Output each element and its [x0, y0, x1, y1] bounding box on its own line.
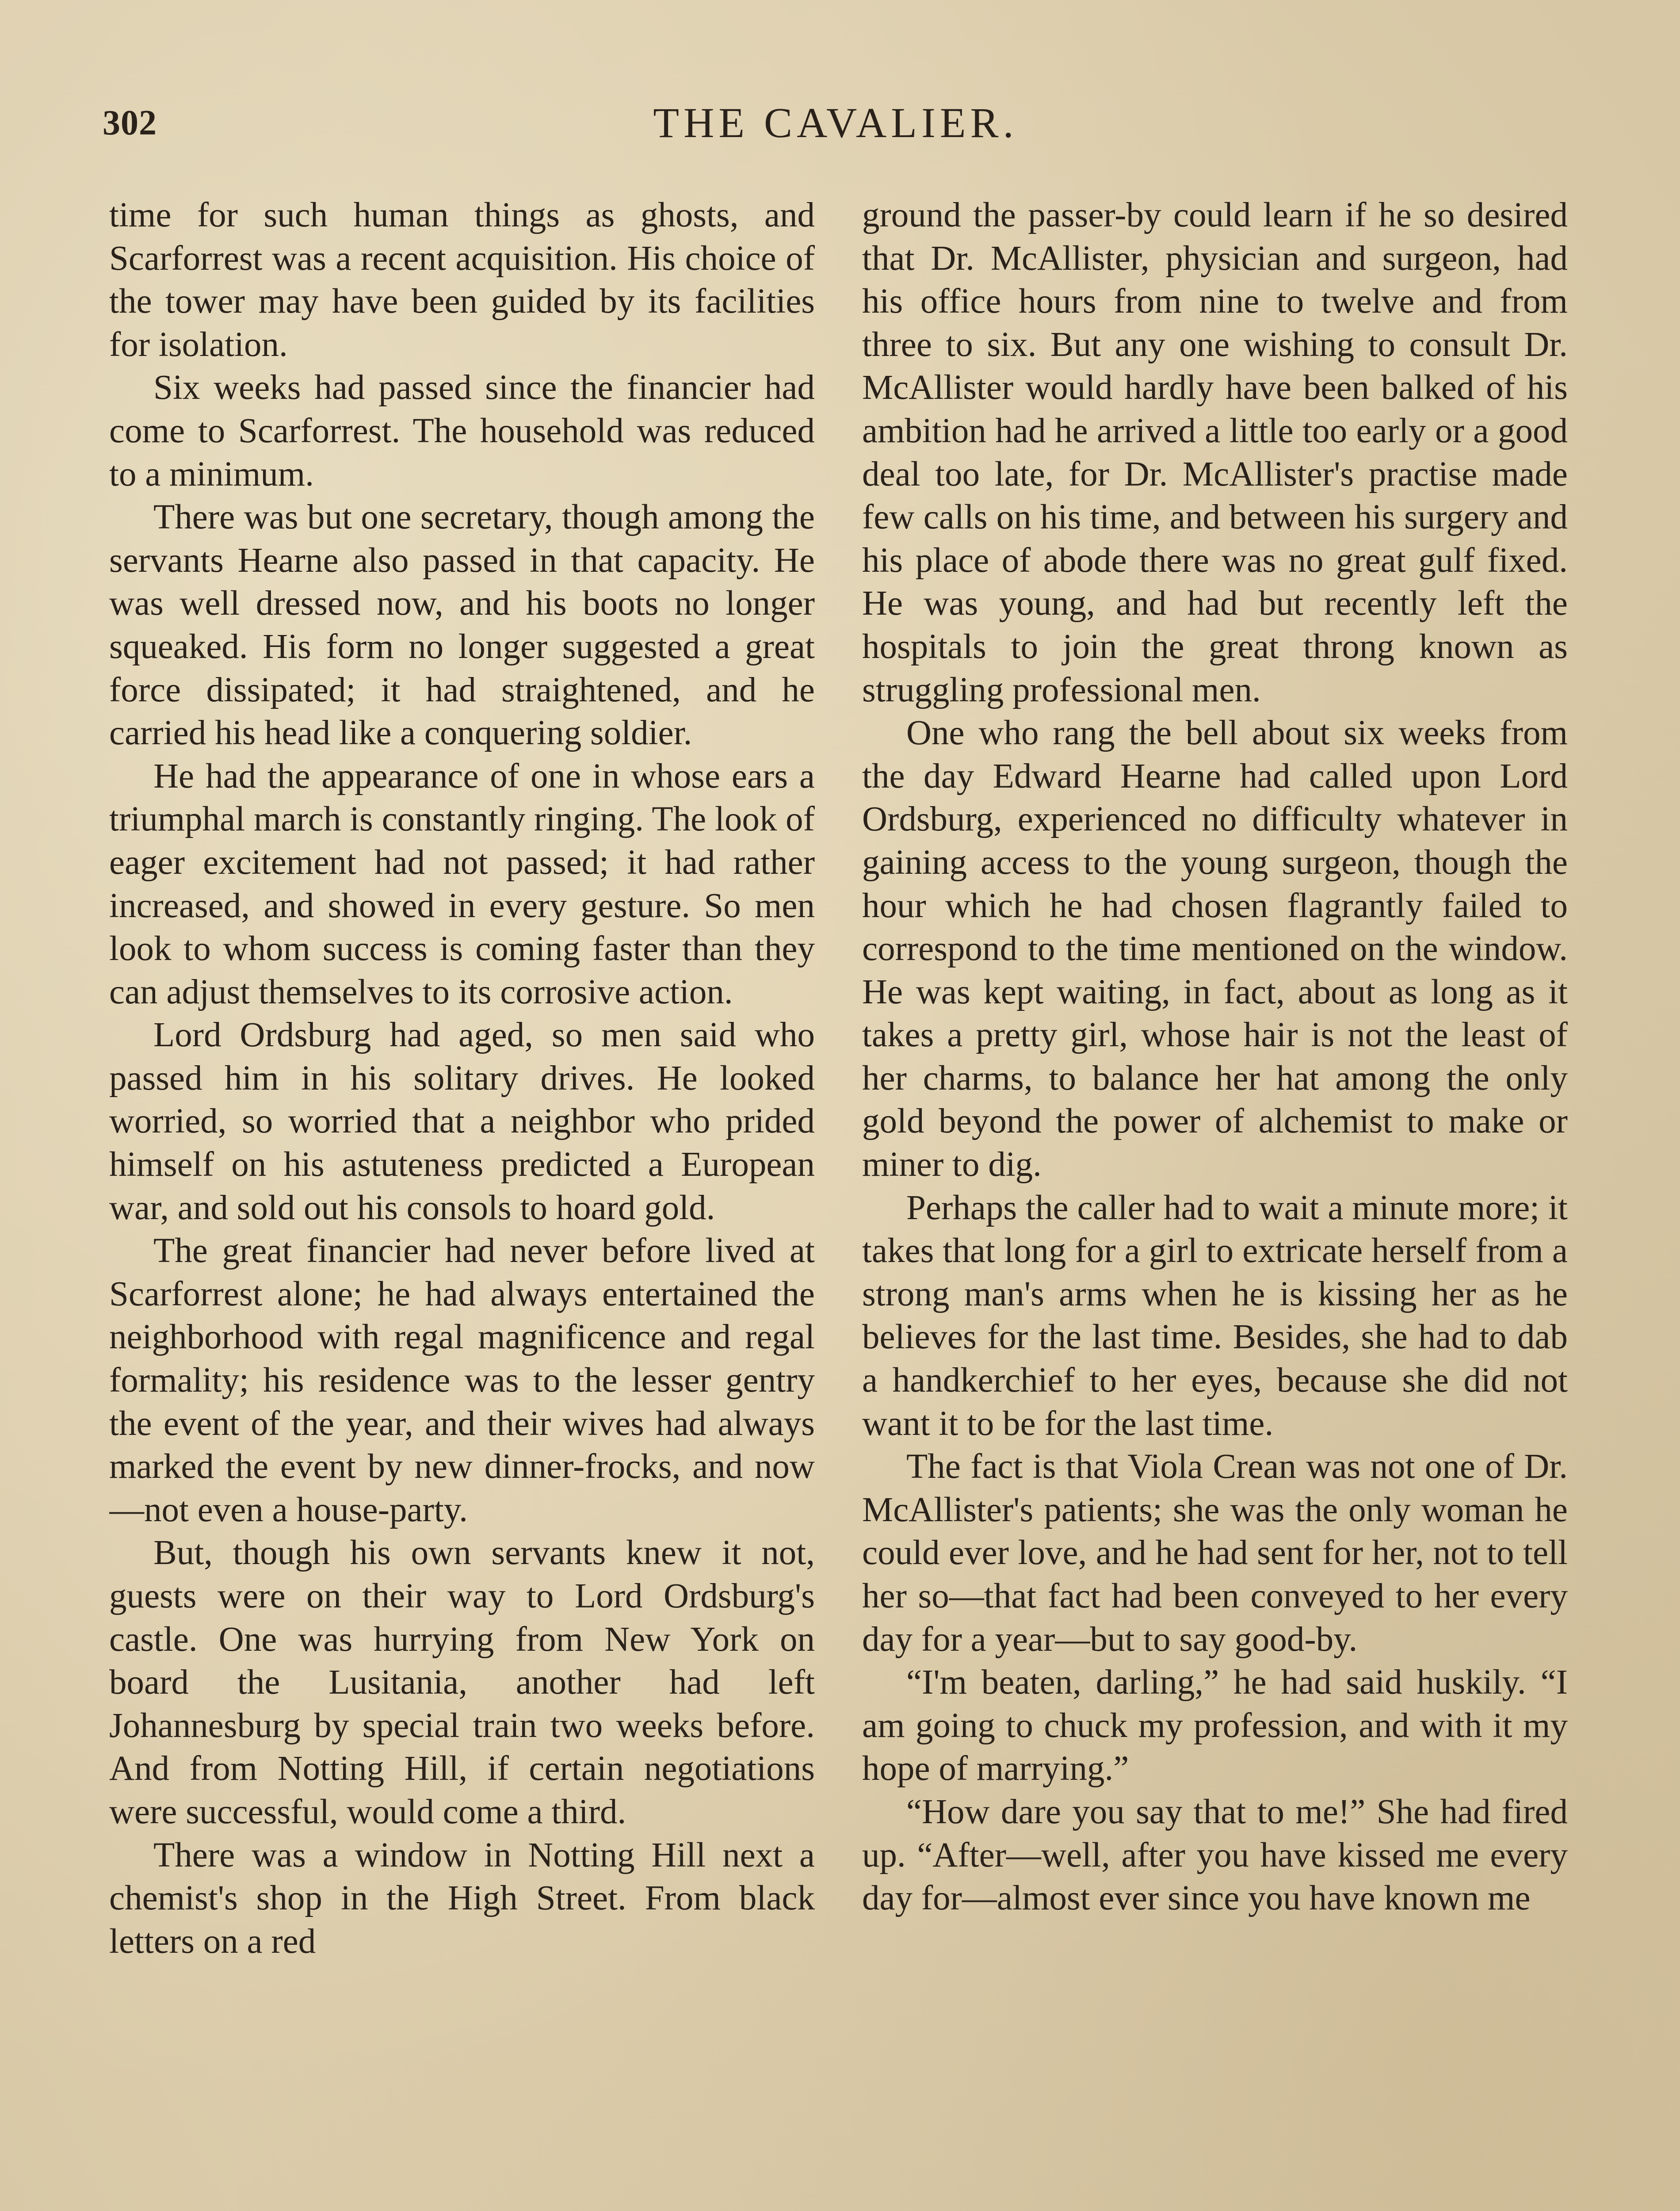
- left-column: [109, 194, 815, 2211]
- paragraph: ground the passer-by could learn if he so desired that Dr. McAllister, physician and surgeon, had his office hours from nine to twelve and from three to six. But any one wishing to consult Dr. McAllister would hardly have been balked of his ambition had he arrived a little too early or a good deal too late, for Dr. McAllister's practise made few calls on his time, and between his surgery and his place of abode there was no great gulf fixed. He was young, and had but recently left the hospitals to join the great throng known as struggling professional men.: [862, 196, 1568, 709]
- paragraph: One who rang the bell about six weeks from the day Edward Hearne had called upon Lord Ordsburg, experienced no difficulty whatever in gaining access to the young surgeon, though the hour which he had chosen flagrantly failed to correspond to the time mentioned on the window. He was kept waiting, in fact, about as long as it takes a pretty girl, whose hair is not the least of her charms, to balance her hat among the only gold beyond the power of alchemist to make or miner to dig.: [862, 714, 1568, 1184]
- paragraph: “I'm beaten, darling,” he had said huskily. “I am going to chuck my profession, and with it my hope of marrying.”: [862, 1663, 1568, 1788]
- paragraph: Lord Ordsburg had aged, so men said who passed him in his solitary drives. He looked worried, so worried that a neighbor who prided himself on his astuteness predicted a European war, and sold out his consols to hoard gold.: [109, 1016, 815, 1227]
- running-head: THE CAVALIER.: [653, 99, 1018, 146]
- paragraph: The great financier had never before lived at Scarforrest alone; he had always entertained the neighborhood with regal magnificence and regal formality; his residence was to the lesser gentry the event of the year, and their wives had always marked the event by new dinner-frocks, and now—not even a house-party.: [109, 1232, 815, 1529]
- paragraph: Six weeks had passed since the financier had come to Scarforrest. The household was reduced to a minimum.: [109, 368, 815, 493]
- paragraph: The fact is that Viola Crean was not one of Dr. McAllister's patients; she was the only woman he could ever love, and he had sent for her, not to tell her so—that fact had been conveyed to her every day for a year—but to say good-by.: [862, 1447, 1568, 1659]
- paragraph: But, though his own servants knew it not, guests were on their way to Lord Ordsburg's castle. One was hurrying from New York on board the Lusitania, another had left Johannesburg by special train two weeks before. And from Notting Hill, if certain negotiations were successful, would come a third.: [109, 1534, 815, 1831]
- paragraph: There was but one secretary, though among the servants Hearne also passed in that capacity. He was well dressed now, and his boots no longer squeaked. His form no longer suggested a great force dissipated; it had straightened, and he carried his head like a conquering soldier.: [109, 498, 815, 753]
- page-header: [0, 0, 1680, 186]
- paragraph: “How dare you say that to me!” She had fired up. “After—well, after you have kissed me every day for—almost ever since you have known me: [862, 1792, 1568, 1918]
- paragraph: He had the appearance of one in whose ears a triumphal march is constantly ringing. The look of eager excitement had not passed; it had rather increased, and showed in every gesture. So men look to whom success is coming faster than they can adjust themselves to its corrosive action.: [109, 757, 815, 1011]
- page-number: 302: [103, 103, 157, 142]
- paragraph: There was a window in Notting Hill next a chemist's shop in the High Street. From black letters on a red: [109, 1836, 815, 1961]
- paragraph: Perhaps the caller had to wait a minute more; it takes that long for a girl to extricate herself from a strong man's arms when he is kissing her as he believes for the last time. Besides, she had to dab a handkerchief to her eyes, because she did not want it to be for the last time.: [862, 1188, 1568, 1443]
- right-column: [862, 194, 1568, 2211]
- paragraph: time for such human things as ghosts, and Scarforrest was a recent acquisition. His choice of the tower may have been guided by its facilities for isolation.: [109, 196, 815, 364]
